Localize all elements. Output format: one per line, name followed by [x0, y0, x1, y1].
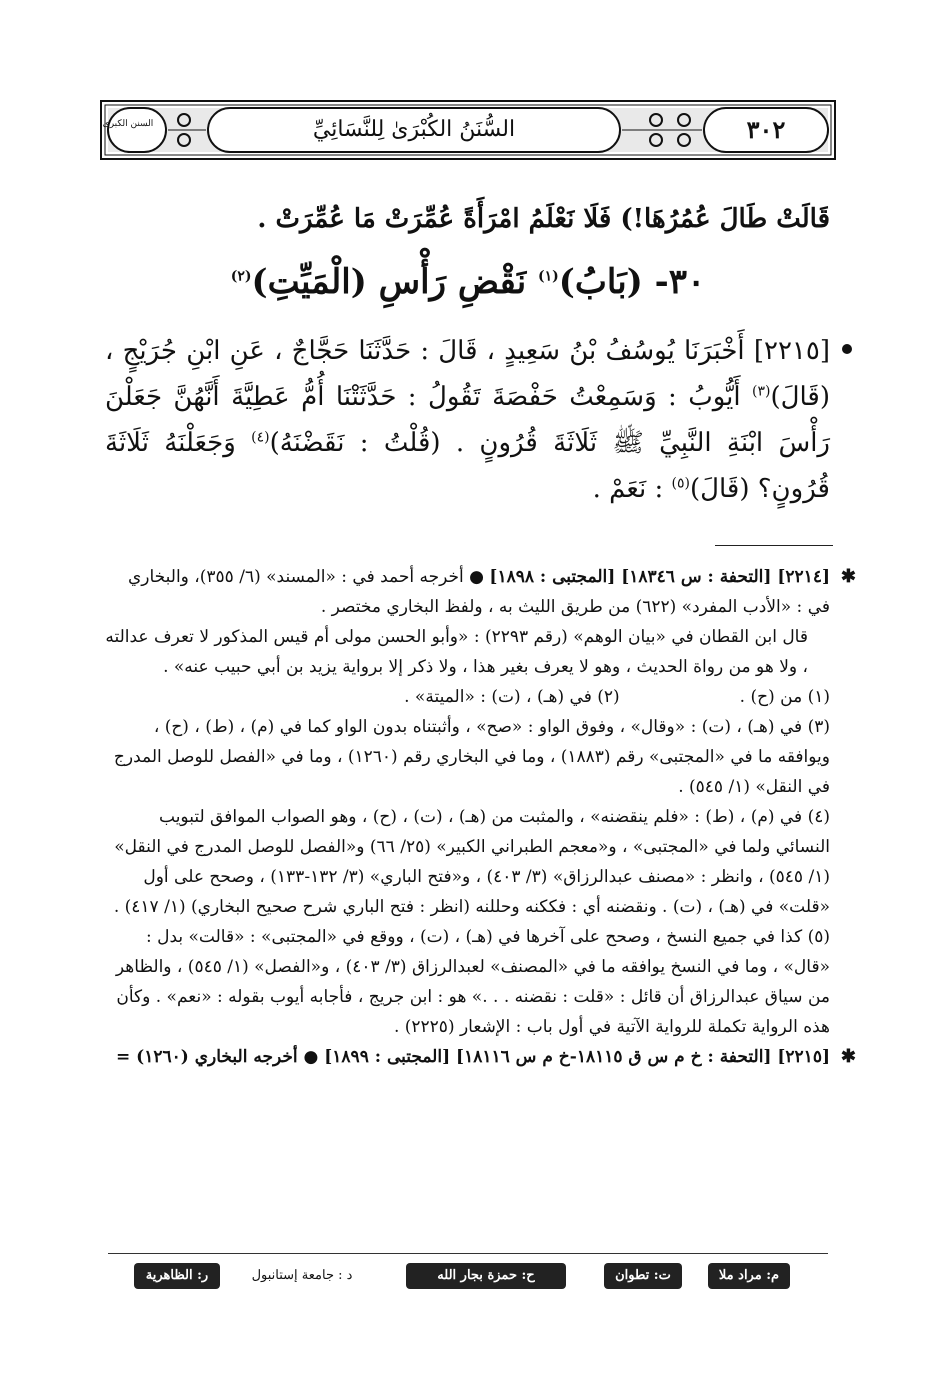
asterisk-icon: ✱ — [840, 566, 856, 587]
chapter-title-part-a: ٣٠- (بَابُ) — [558, 262, 706, 302]
footnote-2: (٢) في (هـ) ، (ت) : «الميتة» . — [404, 687, 620, 707]
footnote-ref-2: (٢) — [230, 268, 252, 285]
hadith-text-2: أَيُّوبُ : وَسَمِعْتُ حَفْصَةَ تَقُولُ : حَدَّثَتْنَا أُمُّ عَطِيَّةَ أَنَّهُنَّ جَعَلْنَ رَأْسَ ابْنَةِ النَّبِيِّ ﷺ ثَلَاثَةَ قُرُونٍ . (قُلْتُ : نَقَضْنَهُ) — [105, 382, 830, 458]
book-title: السُّنَنُ الكُبْرَىٰ لِلنَّسَائِيِّ — [312, 117, 516, 142]
continuation-line: قَالَتْ طَالَ عُمُرُهَا!) فَلَا نَعْلَمُ امْرَأَةً عُمِّرَتْ مَا عُمِّرَتْ . — [257, 204, 830, 234]
chapter-title-part-b: نَقْضِ رَأْسِ (الْمَيِّتِ) — [251, 262, 538, 302]
manuscript-mim: م: مراد ملا — [708, 1263, 790, 1289]
footnote-4: (٤) في (م) ، (ط) : «فلم ينقضنه» ، والمثبت من (هـ) ، (ت) ، (ح) ، وهو الصواب الموافق لتبويب النسائي ولما في «المجتبى» ، و«معجم الطبراني الكبير» (٢٥/ ٦٦) و«الفصل للوصل المدرج في النقل» (١/ ٥٤٥) ، وانظر : «مصنف عبدالرزاق» (٣/ ٤٠٣) ، و«فتح الباري» (٣/ ١٣٢-١٣٣) ، وصحح على أول «قلت» في (هـ) ، (ت) . ونقضنه أي : فككنه وحللنه (انظر : فتح الباري شرح صحيح البخاري) (١/ ٤١٧) . — [113, 807, 830, 917]
note-2214-head: [٢٢١٤] [التحفة : س ١٨٣٤٦] [المجتبى : ١٨٩٨] — [489, 567, 830, 587]
hadith-text-4: : نَعَمْ . — [592, 474, 672, 504]
footnotes-1-2 — [105, 682, 830, 712]
footnote-ref-5: (٥) — [671, 475, 690, 492]
hadith-text-3: وَجَعَلْنَهُ ثَلَاثَةَ قُرُونٍ؟ (قَالَ) — [105, 428, 830, 504]
note-2214-qattan: قال ابن القطان في «بيان الوهم» (رقم ٢٢٩٣) : «وأبو الحسن مولى أم قيس المذكور لا تعرف عدالته ، ولا هو من رواة الحديث ، وهو لا يعرف بغير هذا ، ولا ذكر إلا برواية يزيد بن أبي حبيب عنه» . — [105, 627, 808, 677]
manuscript-dal: د : جامعة إستانبول — [251, 1268, 353, 1283]
footnote-divider — [715, 545, 833, 546]
footnote-1: (١) من (ح) . — [739, 687, 830, 707]
manuscript-ta: ت: تطوان — [604, 1263, 682, 1289]
footnote-ref-3: (٣) — [752, 383, 771, 400]
note-2214-text: ● أخرجه أحمد في : «المسند» (٦/ ٣٥٥)، والبخاري في : «الأدب المفرد» (٦٢٢) من طريق الليث به ، ولفظ البخاري مختصر . — [127, 567, 830, 617]
manuscript-ha: ح: حمزة بجار الله — [406, 1263, 566, 1289]
note-2215-text: [٢٢١٥] [التحفة : خ م س ق ١٨١١٥-خ م س ١٨١١٦] [المجتبى : ١٨٩٩] ● أخرجه البخاري (١٢٦٠) = — [116, 1047, 830, 1067]
manuscript-legend — [0, 1263, 942, 1291]
seal-logo-text: السنن الكبرى — [102, 119, 154, 129]
page-number: ٣٠٢ — [746, 115, 786, 144]
note-2214 — [105, 562, 856, 1072]
bottom-divider — [108, 1253, 828, 1254]
asterisk-icon: ✱ — [840, 1046, 856, 1067]
hadith-paragraph — [105, 328, 830, 512]
page-header — [100, 100, 836, 160]
footnote-ref-1: (١) — [538, 268, 559, 285]
footnote-5: (٥) كذا في جميع النسخ ، وصحح على آخرها في (هـ) ، (ت) ، ووقع في «المجتبى» : «قالت» بدل : «قال» ، وما في النسخ يوافقه ما في «المصنف» لعبدالرزاق (٣/ ٤٠٣) ، و«الفصل» (١/ ٥٤٥) ، والظاهر من سياق عبدالرزاق أن قائل : «قلت : نقضنه . . .» هو : ابن جريج ، فأجابه أيوب بقوله : «نعم» . وكأن هذه الرواية تكملة للرواية الآتية في أول باب : الإشعار (٢٢٢٥) . — [115, 927, 830, 1037]
hadith-text-1: [٢٢١٥] أَخْبَرَنَا يُوسُفُ بْنُ سَعِيدٍ ، قَالَ : حَدَّثَنَا حَجَّاجٌ ، عَنِ ابْنِ جُرَيْجٍ ، (قَالَ) — [105, 336, 830, 412]
manuscript-ra: ر: الظاهرية — [134, 1263, 220, 1289]
note-2215 — [105, 1042, 856, 1072]
footnote-ref-4: (٤) — [251, 429, 270, 446]
bullet-marker — [842, 344, 852, 354]
chapter-heading — [100, 262, 836, 302]
footnote-3: (٣) في (هـ) ، (ت) : «وقال» ، وفوق الواو : «صح» ، وأثبتناه بدون الواو كما في (م) ، (ط) ، (ح) ، ويوافقه ما في «المجتبى» رقم (١٨٨٣) ، وما في البخاري رقم (١٢٦٠) ، وما في «الفصل للوصل المدرج في النقل» (١/ ٥٤٥) . — [113, 717, 830, 797]
